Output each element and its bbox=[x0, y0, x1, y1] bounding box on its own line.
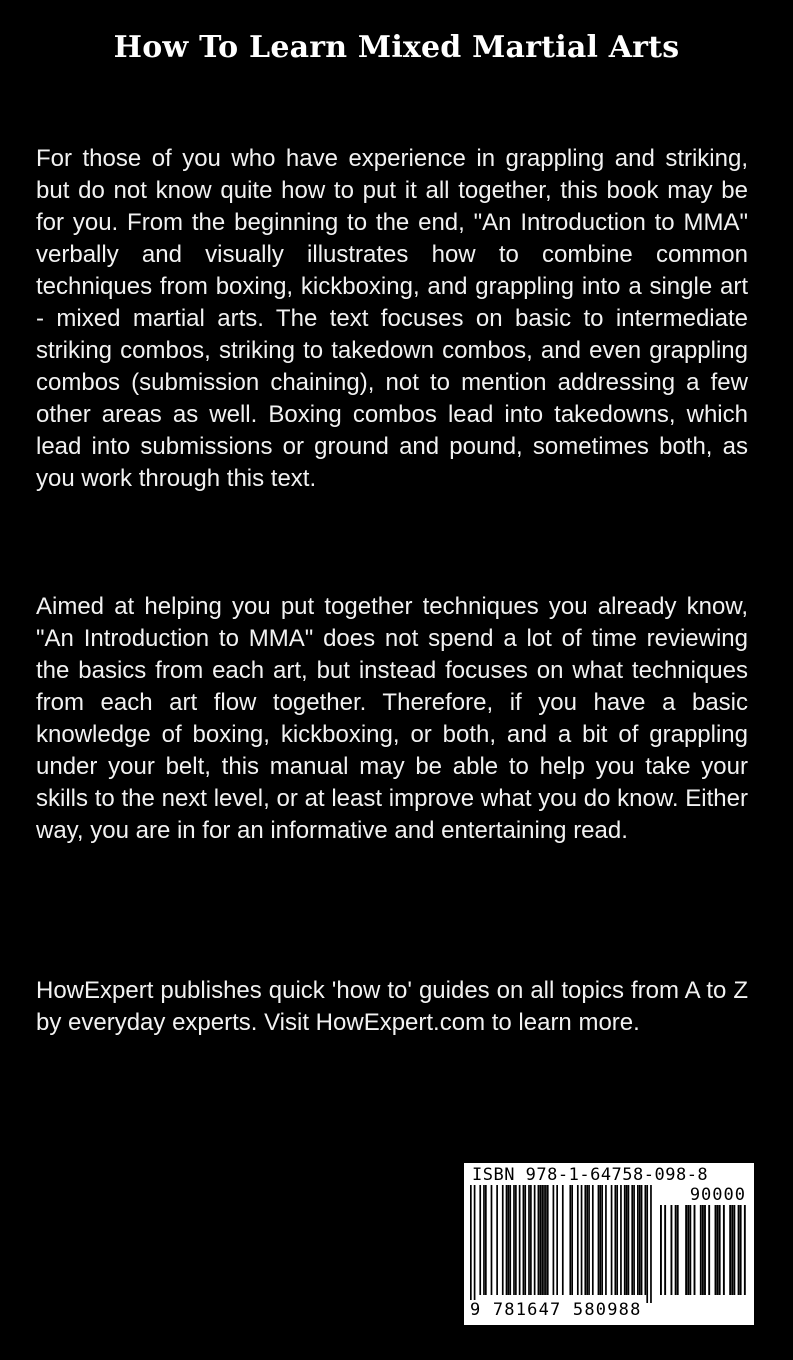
barcode-bar bbox=[598, 1185, 600, 1295]
description-paragraph-2: Aimed at helping you put together techniques you already know, "An Introduction to MMA" does not spend a lot of time reviewing the basics from each art, but instead focuses on what techniques from each art flow together. Therefore, if you have a basic knowledge of boxing, kickboxing, or both, and a bit of grappling under your belt, this manual may be able to help you take your skills to the next level, or at least improve what you do know. Either way, you are in for an informative and entertaining read. bbox=[36, 593, 748, 844]
barcode-bar bbox=[571, 1185, 573, 1295]
barcode-bar bbox=[530, 1185, 532, 1295]
barcode-bar bbox=[474, 1185, 476, 1303]
barcode-bar bbox=[611, 1185, 613, 1295]
barcode-bar bbox=[547, 1185, 549, 1295]
barcode-bar bbox=[581, 1185, 583, 1295]
barcode-bar bbox=[485, 1185, 487, 1295]
barcode-bar bbox=[733, 1205, 735, 1295]
barcode-bar bbox=[717, 1205, 719, 1295]
barcode-bar bbox=[524, 1185, 526, 1295]
price-code: 90000 bbox=[689, 1185, 746, 1205]
barcode-bar bbox=[675, 1205, 677, 1295]
barcode-addon-bars bbox=[660, 1205, 746, 1303]
barcode-bar bbox=[723, 1205, 725, 1295]
barcode-bar bbox=[729, 1205, 731, 1295]
publisher-blurb: HowExpert publishes quick 'how to' guides on all topics from A to Z by everyday experts. Visit HowExpert.com to learn more. bbox=[36, 977, 748, 1036]
barcode-bar bbox=[479, 1185, 481, 1295]
barcode-bar bbox=[660, 1205, 662, 1295]
barcode-bar bbox=[509, 1185, 511, 1295]
barcode-bar bbox=[670, 1205, 672, 1295]
barcode-bar bbox=[626, 1185, 628, 1295]
barcode-bar bbox=[620, 1185, 622, 1295]
barcode-bar bbox=[496, 1185, 498, 1295]
isbn-label: ISBN 978-1-64758-098-8 bbox=[472, 1165, 709, 1185]
barcode-bar bbox=[502, 1185, 504, 1295]
barcode-bar bbox=[685, 1205, 687, 1295]
barcode-bar bbox=[523, 1185, 525, 1295]
barcode-bar bbox=[528, 1185, 530, 1295]
barcode-bar bbox=[470, 1185, 472, 1303]
barcode-bar bbox=[586, 1185, 588, 1295]
barcode-bar bbox=[562, 1185, 564, 1295]
barcode-bar bbox=[616, 1185, 618, 1295]
barcode-bar bbox=[704, 1205, 706, 1295]
barcode-bar bbox=[515, 1185, 517, 1295]
barcode-bar bbox=[689, 1205, 691, 1295]
barcode-bar bbox=[601, 1185, 603, 1295]
barcode-bar bbox=[633, 1185, 635, 1295]
barcode-bar bbox=[641, 1185, 643, 1295]
barcode-bar bbox=[650, 1185, 652, 1303]
barcode-bar bbox=[513, 1185, 515, 1295]
barcode-bar bbox=[588, 1185, 590, 1295]
barcode-bar bbox=[664, 1205, 666, 1295]
barcode-bar bbox=[543, 1185, 545, 1295]
barcode-bar bbox=[731, 1205, 733, 1295]
barcode-bar bbox=[491, 1185, 493, 1295]
book-title: How To Learn Mixed Martial Arts bbox=[113, 30, 680, 65]
barcode-bar bbox=[519, 1185, 521, 1295]
barcode-bar bbox=[624, 1185, 626, 1295]
barcode-bar bbox=[719, 1205, 721, 1295]
barcode-bar bbox=[637, 1185, 639, 1295]
barcode-bar bbox=[738, 1205, 740, 1295]
barcode-main-bars bbox=[470, 1185, 652, 1303]
isbn-barcode bbox=[464, 1163, 754, 1325]
barcode-bar bbox=[584, 1185, 586, 1295]
barcode-bar bbox=[715, 1205, 717, 1295]
barcode-bar bbox=[700, 1205, 702, 1295]
barcode-bar bbox=[592, 1185, 594, 1295]
barcode-bar bbox=[508, 1185, 510, 1295]
barcode-bar bbox=[541, 1185, 543, 1295]
barcode-bar bbox=[556, 1185, 558, 1295]
barcode-bar bbox=[702, 1205, 704, 1295]
barcode-bar bbox=[539, 1185, 541, 1295]
barcode-bar bbox=[605, 1185, 607, 1295]
barcode-bar bbox=[646, 1185, 648, 1303]
barcode-bar bbox=[677, 1205, 679, 1295]
barcode-bar bbox=[639, 1185, 641, 1295]
barcode-bar bbox=[577, 1185, 579, 1295]
barcode-bar bbox=[545, 1185, 547, 1295]
barcode-bar bbox=[644, 1185, 646, 1295]
barcode-bar bbox=[708, 1205, 710, 1295]
description-paragraph-1: For those of you who have experience in grappling and striking, but do not know quite how to put it all together, this book may be for you. From the beginning to the end, "An Introduction to MMA" verbally and visually illustrates how to combine common techniques from boxing, kickboxing, and grappling into a single art - mixed martial arts. The text focuses on basic to intermediate striking combos, striking to takedown combos, and even grappling combos (submission chaining), not to mention addressing a few other areas as well. Boxing combos lead into takedowns, which lead into submissions or ground and pound, sometimes both, as you work through this text. bbox=[36, 145, 748, 492]
barcode-bar bbox=[631, 1185, 633, 1295]
barcode-bar bbox=[483, 1185, 485, 1295]
barcode-bar bbox=[538, 1185, 540, 1295]
barcode-bar bbox=[614, 1185, 616, 1295]
ean-digits: 9 781647 580988 bbox=[470, 1300, 642, 1320]
barcode-bar bbox=[628, 1185, 630, 1295]
barcode-bar bbox=[506, 1185, 508, 1295]
barcode-bar bbox=[599, 1185, 601, 1295]
barcode-bar bbox=[553, 1185, 555, 1295]
barcode-bar bbox=[687, 1205, 689, 1295]
barcode-bar bbox=[569, 1185, 571, 1295]
barcode-bar bbox=[740, 1205, 742, 1295]
barcode-bar bbox=[694, 1205, 696, 1295]
barcode-bar bbox=[534, 1185, 536, 1295]
barcode-bar bbox=[744, 1205, 746, 1295]
